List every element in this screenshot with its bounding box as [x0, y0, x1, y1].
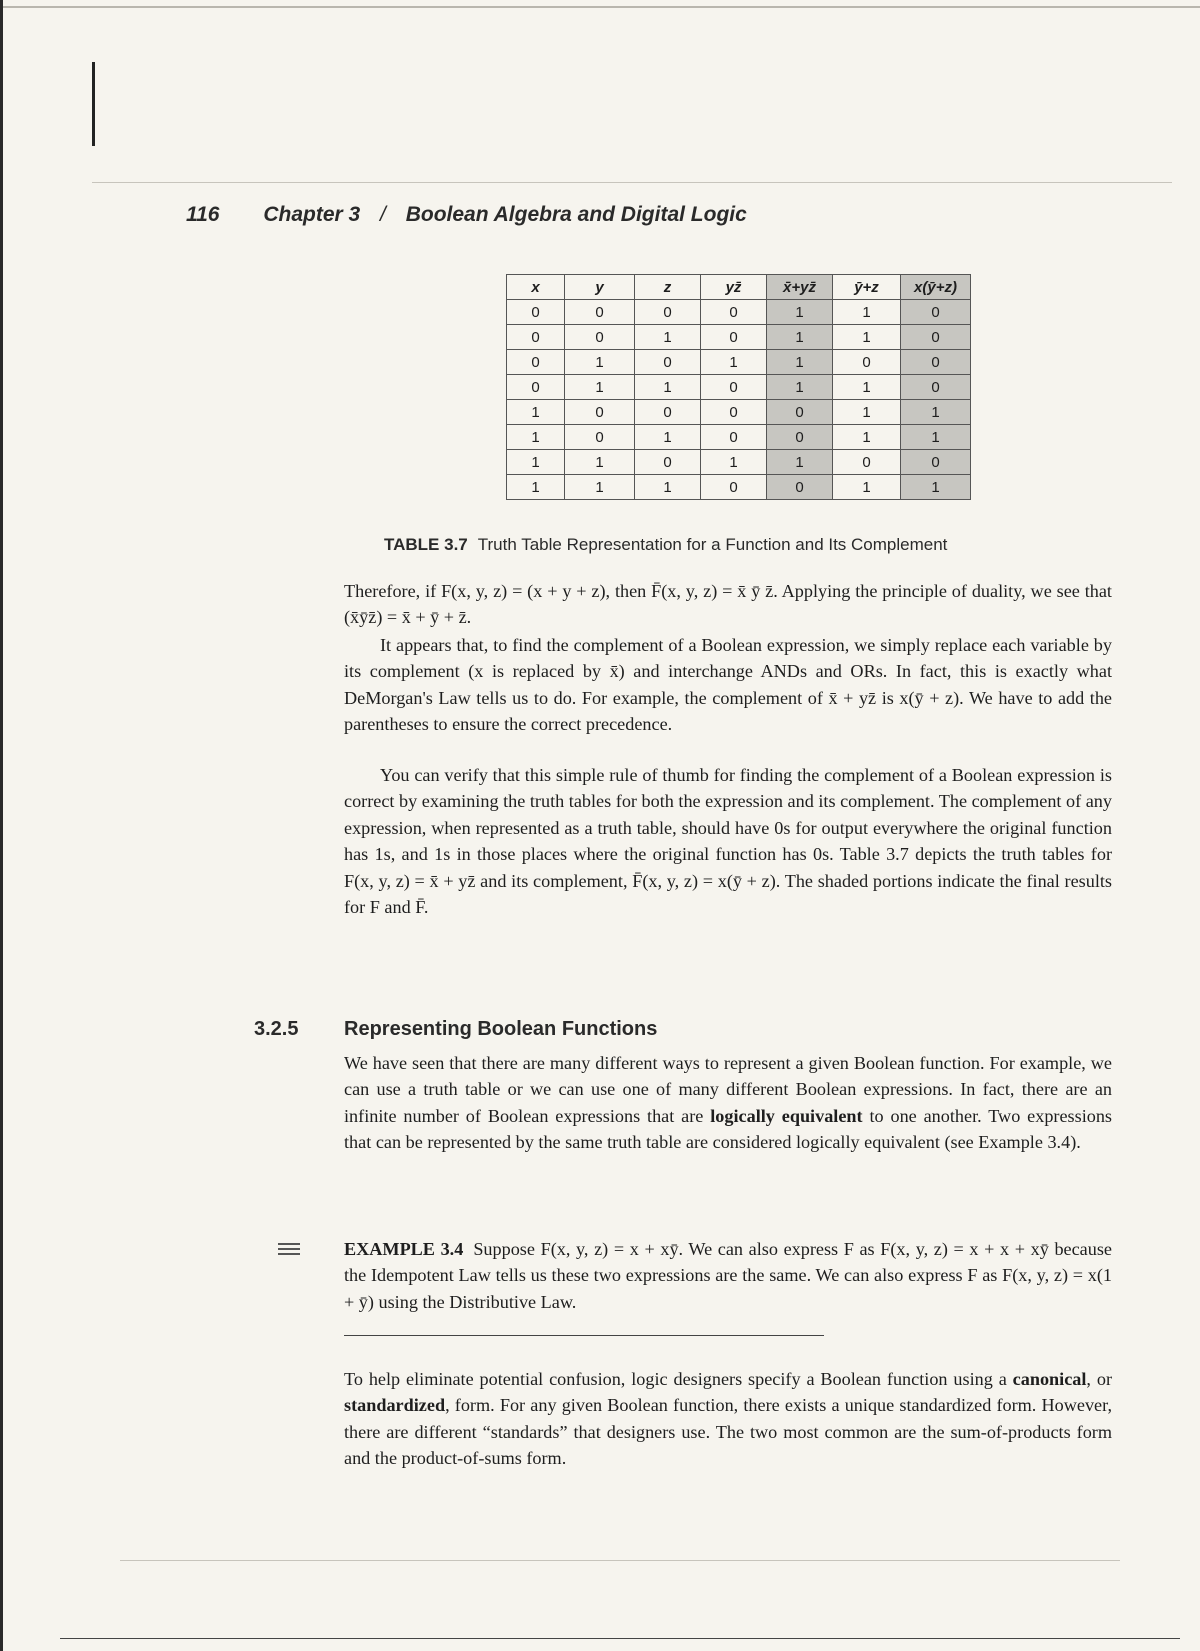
table-cell: 1 [767, 375, 833, 400]
table-cell: 1 [507, 475, 565, 500]
table-cell: 1 [901, 400, 971, 425]
table-cell: 1 [833, 425, 901, 450]
col-header-z: z [635, 275, 701, 300]
table-cell: 1 [635, 475, 701, 500]
example-icon [278, 1243, 300, 1258]
table-cell: 0 [565, 325, 635, 350]
table-cell: 0 [507, 325, 565, 350]
example-label: EXAMPLE 3.4 [344, 1239, 464, 1259]
table-cell: 1 [507, 425, 565, 450]
table-cell: 0 [901, 350, 971, 375]
table-cell: 1 [507, 450, 565, 475]
table-cell: 0 [635, 350, 701, 375]
table-cell: 1 [767, 350, 833, 375]
table-row [507, 475, 971, 500]
table-cell: 0 [507, 375, 565, 400]
table-row [507, 425, 971, 450]
table-cell: 0 [701, 325, 767, 350]
footer-faint-rule [120, 1560, 1120, 1561]
table-cell: 1 [833, 475, 901, 500]
table-cell: 1 [701, 350, 767, 375]
col-header-f-complement: x(ȳ+z) [901, 275, 971, 300]
table-cell: 0 [635, 300, 701, 325]
page-left-edge [0, 0, 3, 1651]
table-cell: 1 [635, 425, 701, 450]
table-cell: 1 [833, 400, 901, 425]
header-separator: / [380, 203, 386, 226]
table-row [507, 350, 971, 375]
table-cell: 0 [565, 425, 635, 450]
example-block [344, 1236, 1112, 1315]
table-row [507, 300, 971, 325]
table-cell: 1 [901, 425, 971, 450]
closing-text-a: To help eliminate potential confusion, logic designers specify a Boolean function using a [344, 1369, 1013, 1389]
col-header-yz: yz̄ [701, 275, 767, 300]
table-cell: 1 [565, 350, 635, 375]
table-cell: 0 [565, 400, 635, 425]
chapter-label: Chapter 3 [263, 203, 361, 226]
table-cell: 0 [901, 300, 971, 325]
table-cell: 1 [833, 375, 901, 400]
table-body [507, 300, 971, 500]
paragraph-complement-rule: It appears that, to find the complement of a Boolean expression, we simply replace each variable by its complement (x is replaced by x̄) and interchange ANDs and ORs. In fact, this is exactly what DeMorgan's Law tells us to do. For example, the complement of x̄ + yz̄ is x(ȳ + z). We have to add the parentheses to ensure the correct precedence. [344, 635, 1112, 735]
table-cell: 1 [701, 450, 767, 475]
table-cell: 0 [767, 400, 833, 425]
section-text-a: We have seen that there are many different ways to represent a given Boolean function. For example, we can use a truth table or we can use one of many different Boolean expressions. In fact, there are an infinite number of Boolean expressions that are [344, 1053, 1112, 1126]
table-cell: 0 [635, 450, 701, 475]
table-cell: 0 [565, 300, 635, 325]
table-cell: 1 [635, 375, 701, 400]
paragraph-representing [344, 1050, 1112, 1156]
section-title: Representing Boolean Functions [344, 1018, 658, 1040]
table-cell: 1 [901, 475, 971, 500]
table-row [507, 325, 971, 350]
table-cell: 0 [635, 400, 701, 425]
caption-text: Truth Table Representation for a Function and Its Complement [477, 535, 948, 554]
col-header-f: x̄+yz̄ [767, 275, 833, 300]
binding-mark [92, 62, 95, 146]
table-cell: 0 [701, 425, 767, 450]
table-cell: 1 [833, 325, 901, 350]
table-cell: 0 [701, 375, 767, 400]
table-cell: 0 [701, 300, 767, 325]
table-caption [384, 535, 947, 555]
table-cell: 0 [833, 450, 901, 475]
table-row [507, 400, 971, 425]
example-text: Suppose F(x, y, z) = x + xȳ. We can also express F as F(x, y, z) = x + x + xȳ because the Idempotent Law tells us these two expressions are the same. We can also express F as F(x, y, z) = x(1 + ȳ) using the Distributive Law. [344, 1239, 1113, 1312]
chapter-title: Boolean Algebra and Digital Logic [405, 203, 747, 226]
table-cell: 0 [701, 400, 767, 425]
section-number: 3.2.5 [254, 1018, 299, 1040]
table-cell: 1 [767, 450, 833, 475]
table-cell: 1 [833, 300, 901, 325]
table-cell: 0 [701, 475, 767, 500]
bottom-rule [60, 1638, 1180, 1639]
table-cell: 1 [507, 400, 565, 425]
running-head [186, 203, 747, 227]
table-header-row [507, 275, 971, 300]
table-cell: 0 [833, 350, 901, 375]
table-cell: 0 [901, 325, 971, 350]
table-cell: 0 [901, 450, 971, 475]
col-header-y-or-z: ȳ+z [833, 275, 901, 300]
header-rule [92, 182, 1172, 183]
table-cell: 0 [901, 375, 971, 400]
table-cell: 0 [767, 425, 833, 450]
closing-text-b: , or [1086, 1369, 1113, 1389]
paragraph-verify: You can verify that this simple rule of thumb for finding the complement of a Boolean expression is correct by examining the truth tables for both the expression and its complement. The complement of any expression, when represented as a truth table, should have 0s for output everywhere the original function has 1s, and 1s in those places where the original function has 0s. Table 3.7 depicts the truth tables for F(x, y, z) = x̄ + yz̄ and its complement, F̄(x, y, z) = x(ȳ + z). The shaded portions indicate the final results for F and F̄. [344, 765, 1112, 918]
paragraph-canonical [344, 1366, 1112, 1472]
col-header-x: x [507, 275, 565, 300]
truth-table [506, 274, 971, 500]
page-top-rule [0, 6, 1200, 8]
table-row [507, 450, 971, 475]
table-cell: 1 [767, 325, 833, 350]
table-cell: 0 [507, 300, 565, 325]
term-logically-equivalent: logically equivalent [710, 1105, 863, 1126]
term-standardized: standardized [344, 1395, 446, 1416]
caption-label: TABLE 3.7 [384, 535, 468, 554]
table-cell: 1 [635, 325, 701, 350]
paragraph-duality: Therefore, if F(x, y, z) = (x + y + z), then F̄(x, y, z) = x̄ ȳ z̄. Applying the principle of duality, we see that (x̄ȳz̄) = x̄ + ȳ + z̄. [344, 581, 1112, 628]
section-text-b: to one another. Two expressions that can be represented by the same truth table are considered logically equivalent (see Example 3.4). [344, 1105, 1113, 1153]
table-cell: 1 [565, 475, 635, 500]
table-cell: 1 [565, 450, 635, 475]
table-cell: 0 [767, 475, 833, 500]
table-cell: 1 [767, 300, 833, 325]
col-header-y: y [565, 275, 635, 300]
table-cell: 1 [565, 375, 635, 400]
closing-text-c: , form. For any given Boolean function, there exists a unique standardized form. However, there are different “standards” that designers use. The two most common are the sum-of-products form and the product-of-sums form. [344, 1395, 1112, 1469]
table-cell: 0 [507, 350, 565, 375]
table-row [507, 375, 971, 400]
page-number: 116 [186, 203, 220, 226]
example-end-rule [344, 1335, 824, 1336]
term-canonical: canonical [1012, 1369, 1087, 1389]
